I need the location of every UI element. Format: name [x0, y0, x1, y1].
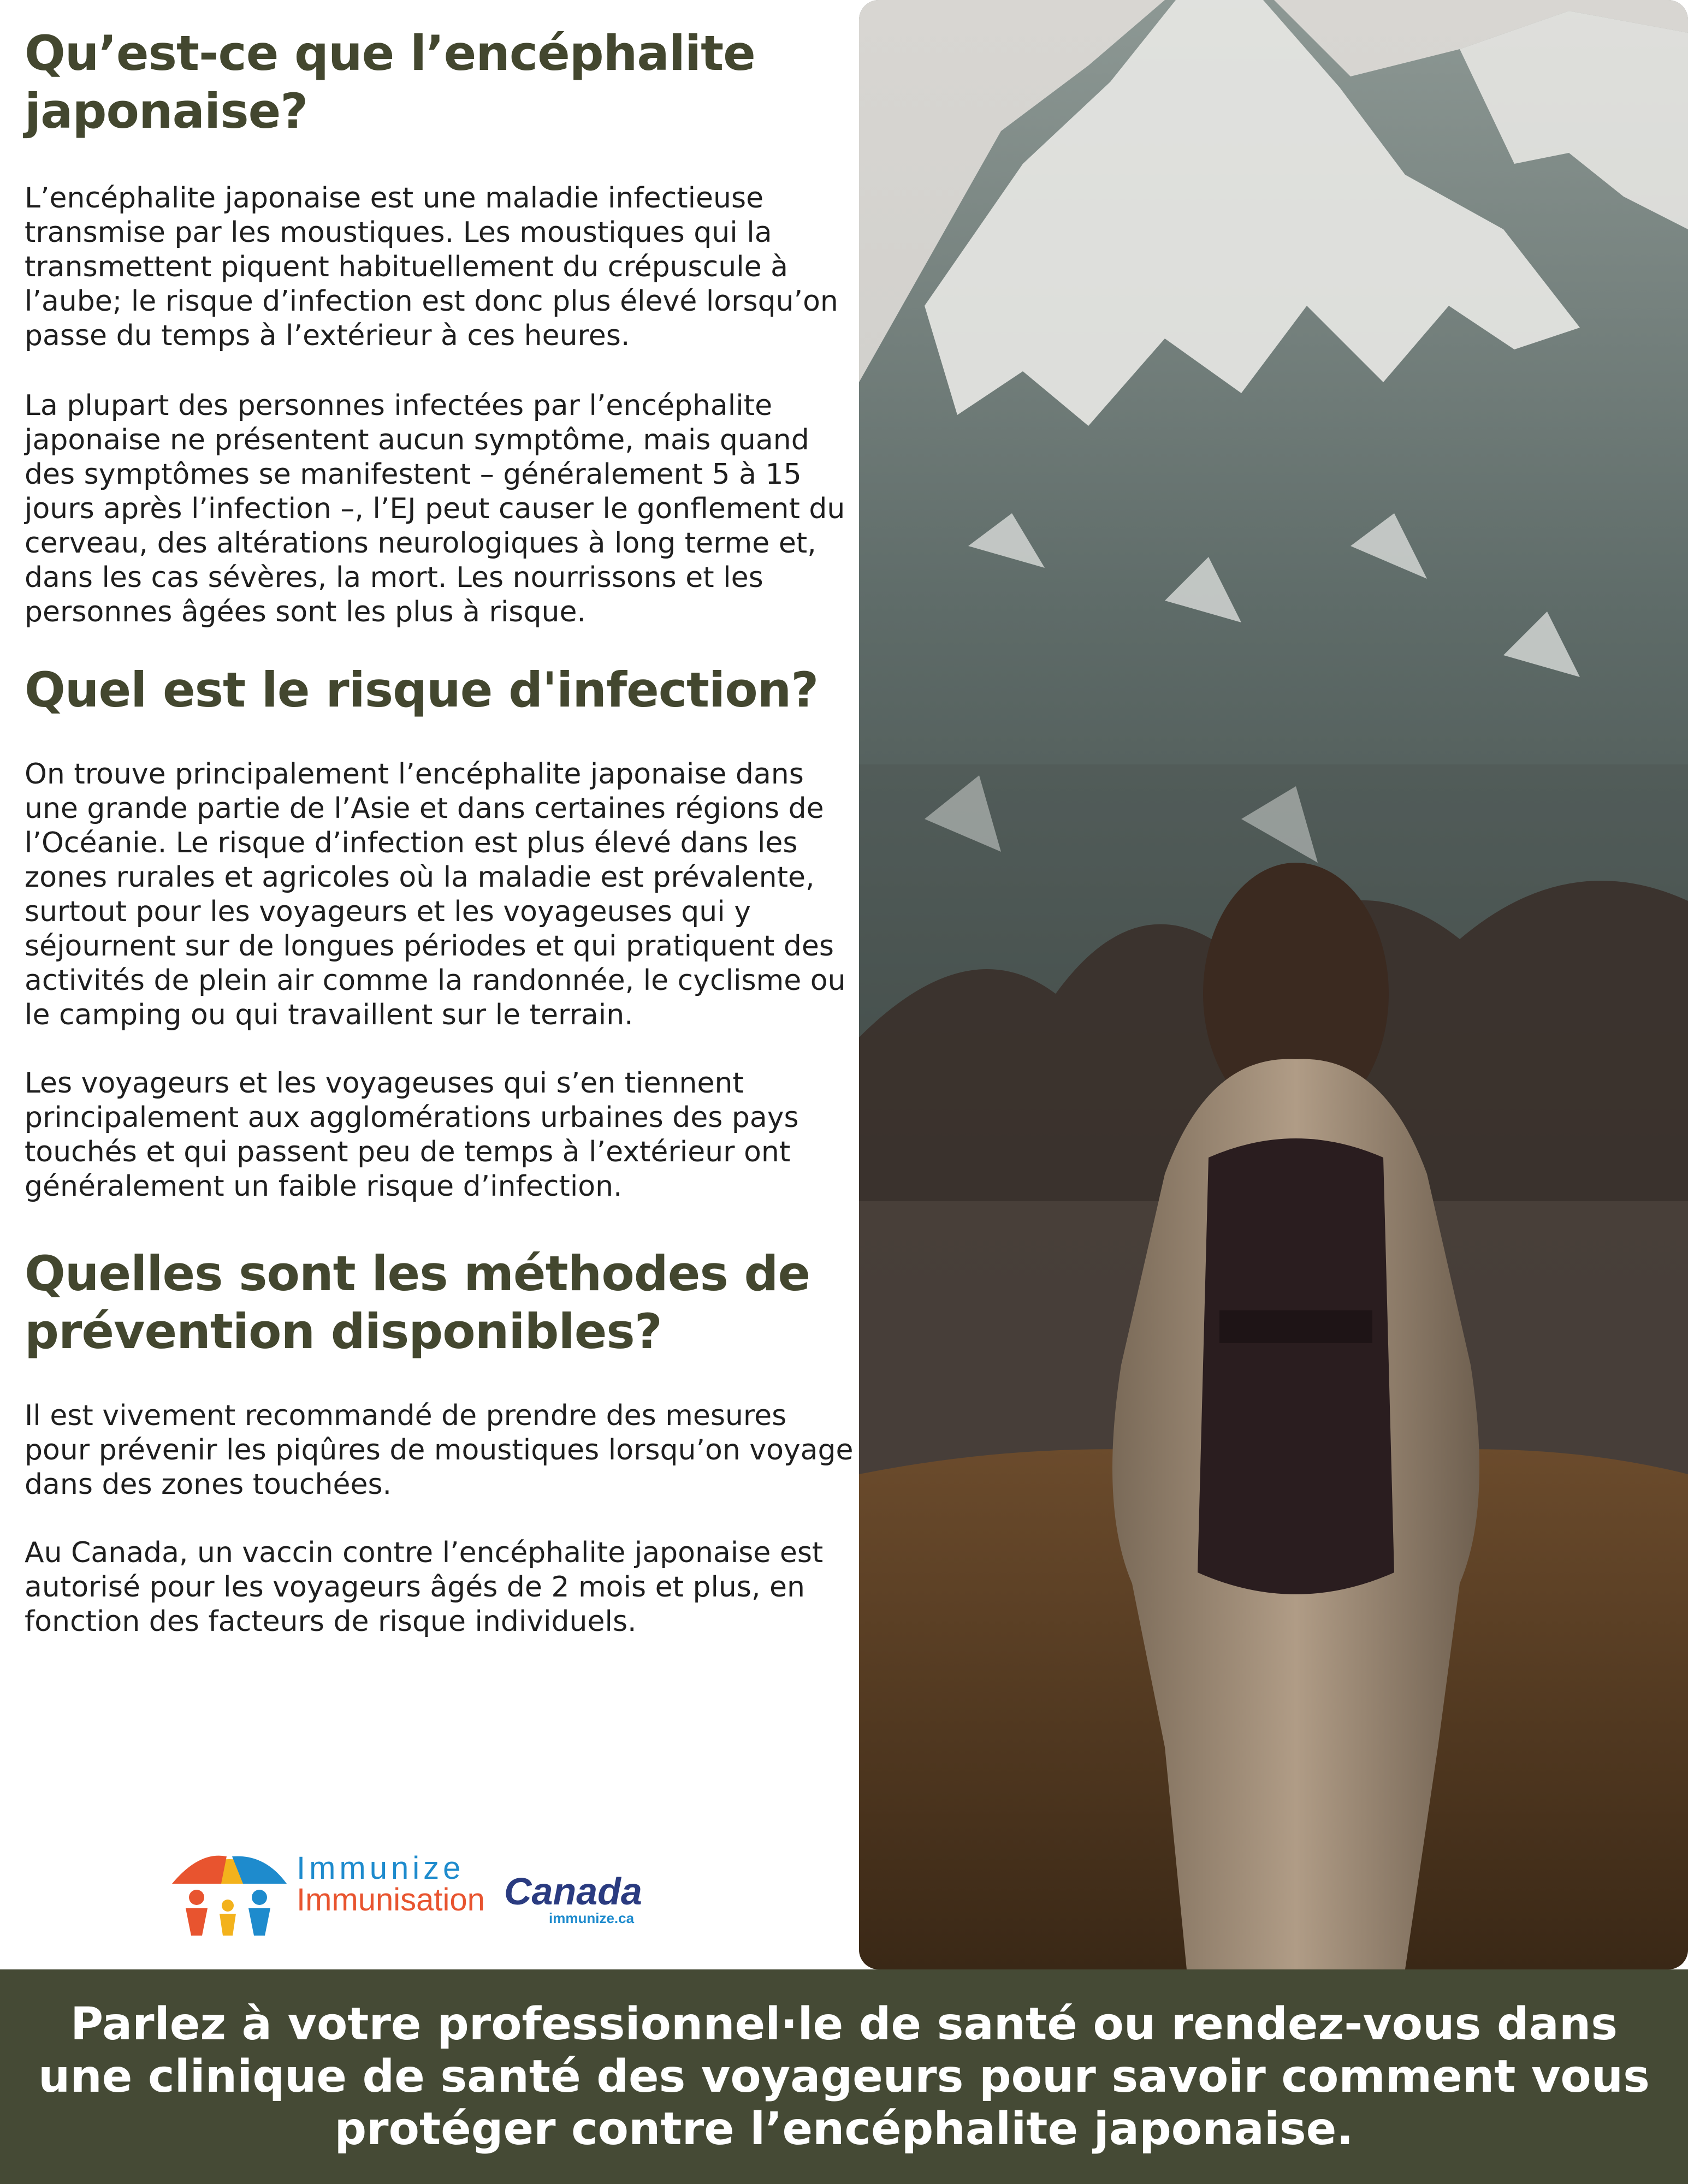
- article-body: [25, 25, 855, 1639]
- umbrella-family-icon: [167, 1845, 292, 1938]
- logo-text-immunize: Immunize: [297, 1850, 465, 1886]
- heading-risk: Quel est le risque d'infection?: [25, 662, 819, 718]
- hiker-mountain-photo: [859, 0, 1688, 1969]
- call-to-action-banner: [0, 1969, 1688, 2184]
- paragraph-symptoms: La plupart des personnes infectées par l’encéphalite japonaise ne présentent aucun symptôme, mais quand des symptômes se manifestent – généralement 5 à 15 jours après l’infection –, l’EJ peut causer le gonflement du cerveau, des altérations neurologiques à long terme et, dans les cas sévères, la mort. Les nourrissons et les personnes âgées sont les plus à risque.: [25, 389, 845, 628]
- immunize-canada-logo: [167, 1845, 658, 1944]
- logo-url: immunize.ca: [549, 1910, 635, 1926]
- paragraph-definition: L’encéphalite japonaise est une maladie infectieuse transmise par les moustiques. Les moustiques qui la transmettent piquent habituellement du crépuscule à l’aube; le risque d’infection est donc plus élevé lorsqu’on passe du temps à l’extérieur à ces heures.: [25, 182, 838, 352]
- paragraph-vaccine: Au Canada, un vaccin contre l’encéphalite japonaise est autorisé pour les voyageurs âgés de 2 mois et plus, en fonction des facteurs de risque individuels.: [25, 1536, 824, 1638]
- banner-text: Parlez à votre professionnel·le de santé ou rendez-vous dans une clinique de santé des voyageurs pour savoir comment vous protéger contre l’encéphalite japonaise.: [38, 1998, 1650, 2155]
- paragraph-mosquito-prevention: Il est vivement recommandé de prendre des mesures pour prévenir les piqûres de moustiques lorsqu’on voyage dans des zones touchées.: [25, 1399, 854, 1501]
- logo-text-canada: Canada: [504, 1870, 642, 1913]
- logo-text-immunisation: Immunisation: [297, 1882, 485, 1918]
- paragraph-urban-risk: Les voyageurs et les voyageuses qui s’en tiennent principalement aux agglomérations urbaines des pays touchés et qui passent peu de temps à l’extérieur ont généralement un faible risque d’infection.: [25, 1067, 799, 1203]
- heading-prevention: Quelles sont les méthodes de prévention disponibles?: [25, 1245, 810, 1360]
- heading-what-is: Qu’est-ce que l’encéphalite japonaise?: [25, 25, 755, 139]
- paragraph-risk-areas: On trouve principalement l’encéphalite japonaise dans une grande partie de l’Asie et dans certaines régions de l’Océanie. Le risque d’infection est plus élevé dans les zones rurales et agricoles où la maladie est prévalente, surtout pour les voyageurs et les voyageuses qui y séjournent sur de longues périodes et qui pratiquent des activités de plein air comme la randonnée, le cyclisme ou le camping ou qui travaillent sur le terrain.: [25, 758, 846, 1031]
